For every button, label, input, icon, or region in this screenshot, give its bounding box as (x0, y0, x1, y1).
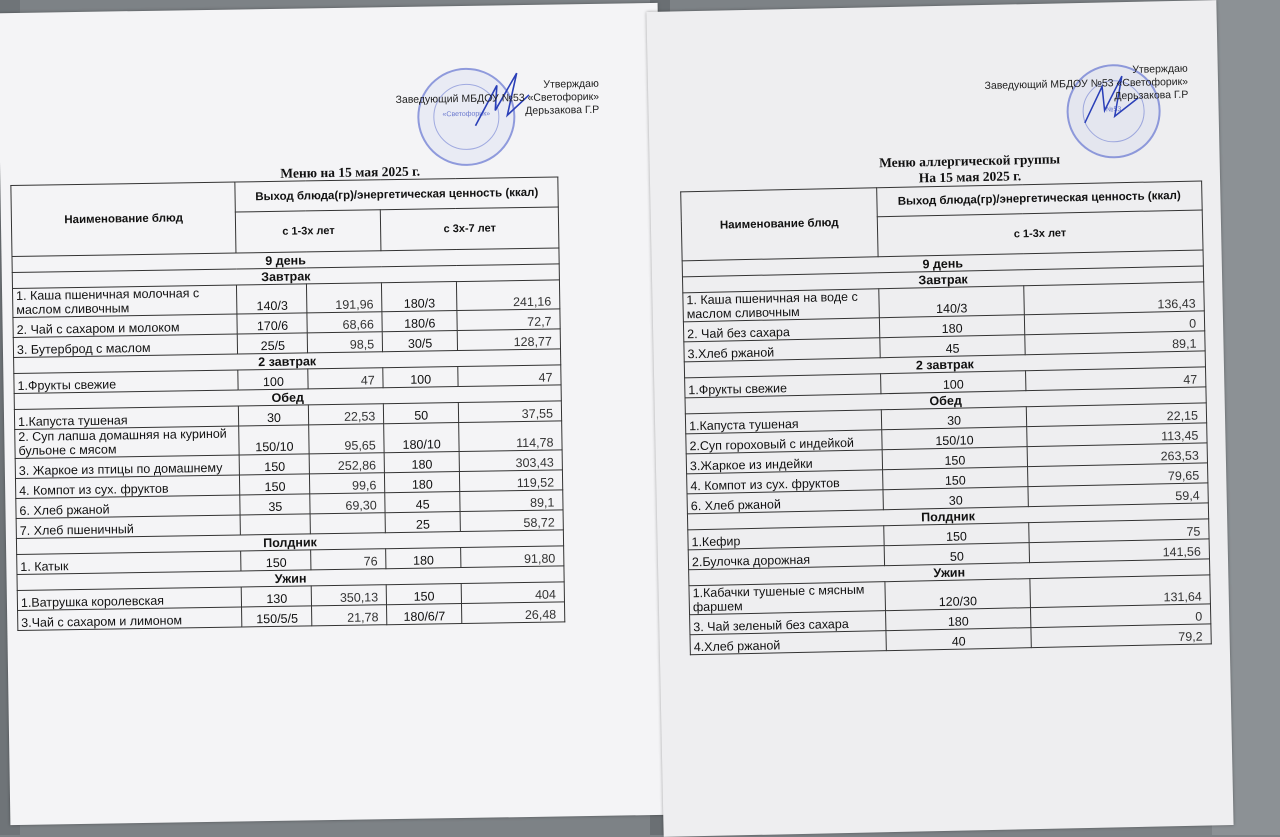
page-title-line: На 15 мая 2025 г. (918, 168, 1022, 186)
kcal-1-3: 47 (1026, 367, 1206, 391)
section-title: Полдник (687, 503, 1208, 530)
kcal-1-3: 69,30 (310, 493, 385, 514)
kcal-1-3: 95,65 (309, 424, 384, 454)
portion-3-7: 25 (385, 512, 460, 533)
dish-name: 1.Фрукты свежие (685, 374, 881, 398)
column-header-dish: Наименование блюд (11, 182, 237, 257)
kcal-1-3: 22,53 (309, 404, 384, 425)
dish-name: 3. Бутерброд с маслом (13, 334, 238, 358)
kcal-3-7: 91,80 (461, 546, 564, 568)
kcal-3-7: 47 (458, 365, 561, 387)
kcal-1-3: 252,86 (309, 453, 384, 474)
section-title: 2 завтрак (14, 349, 561, 374)
portion-1-3: 150/10 (239, 425, 309, 455)
portion-1-3: 130 (242, 586, 312, 607)
dish-name: 6. Хлеб ржаной (16, 495, 241, 519)
portion-1-3: 25/5 (238, 333, 308, 354)
section-title: Обед (14, 385, 561, 410)
kcal-1-3: 0 (1031, 604, 1211, 628)
dish-name: 1. Каша пшеничная на воде с маслом сливочным (683, 289, 879, 322)
dish-name: 6. Хлеб ржаной (687, 490, 883, 514)
portion-3-7: 180 (386, 548, 461, 569)
portion-1-3 (241, 514, 311, 535)
portion-1-3: 30 (881, 407, 1027, 430)
portion-1-3: 150 (241, 550, 311, 571)
portion-3-7: 180/6 (382, 311, 457, 332)
portion-3-7: 180/3 (382, 282, 457, 312)
kcal-1-3: 113,45 (1027, 423, 1207, 447)
portion-1-3: 140/3 (237, 284, 307, 314)
kcal-3-7: 404 (461, 582, 564, 604)
portion-1-3: 100 (880, 371, 1026, 394)
dish-name: 2.Булочка дорожная (688, 546, 884, 570)
portion-1-3: 35 (240, 494, 310, 515)
portion-1-3: 180 (885, 608, 1031, 631)
approval-line: Дерьзакова Г.Р (1114, 88, 1189, 103)
dish-name: 1. Катык (17, 551, 242, 575)
approval-block (299, 78, 600, 122)
dish-name: 1.Фрукты свежие (14, 370, 239, 394)
kcal-1-3: 75 (1029, 519, 1209, 543)
approval-line: Утверждаю (543, 77, 599, 91)
page-title-line: Меню аллергической группы (878, 151, 1061, 171)
portion-1-3: 180 (879, 315, 1025, 338)
dish-name: 1.Капуста тушеная (685, 410, 881, 434)
kcal-3-7: 128,77 (457, 329, 560, 351)
kcal-1-3: 191,96 (307, 283, 382, 313)
portion-1-3: 150/10 (881, 427, 1027, 450)
portion-1-3: 30 (239, 405, 309, 426)
dish-name: 4.Хлеб ржаной (690, 631, 886, 655)
section-title: 2 завтрак (684, 351, 1205, 378)
portion-3-7: 30/5 (382, 331, 457, 352)
section-title: Ужин (689, 559, 1210, 586)
kcal-3-7: 114,78 (459, 421, 562, 452)
portion-3-7: 180 (384, 452, 459, 473)
kcal-1-3: 263,53 (1027, 443, 1207, 467)
portion-1-3: 150 (883, 523, 1029, 546)
dish-name: 2. Чай с сахаром и молоком (13, 314, 238, 338)
approval-block (888, 63, 1189, 108)
kcal-1-3: 59,4 (1028, 483, 1208, 507)
column-header-dish: Наименование блюд (681, 188, 878, 261)
day-label: 9 день (12, 248, 559, 273)
dish-name: 3.Хлеб ржаной (684, 338, 880, 362)
portion-1-3: 120/30 (885, 579, 1031, 611)
approval-line: Заведующий МБДОУ №53 «Светофорик» (984, 75, 1189, 92)
portion-1-3: 40 (886, 628, 1032, 651)
portion-1-3: 150 (240, 454, 310, 475)
column-header-output: Выход блюда(гр)/энергетическая ценность (ккал) (235, 177, 558, 212)
kcal-1-3: 0 (1025, 311, 1205, 335)
portion-3-7: 180 (385, 472, 460, 493)
kcal-1-3: 141,56 (1029, 539, 1209, 563)
kcal-1-3: 136,43 (1024, 282, 1204, 315)
portion-3-7: 180/10 (384, 423, 459, 453)
kcal-1-3: 350,13 (312, 585, 387, 606)
kcal-1-3: 79,65 (1028, 463, 1208, 487)
portion-1-3: 30 (883, 487, 1029, 510)
dish-name: 1.Кабачки тушеные с мясным фаршем (689, 582, 885, 615)
portion-1-3: 150 (882, 447, 1028, 470)
kcal-1-3: 68,66 (307, 312, 382, 333)
portion-1-3: 100 (238, 369, 308, 390)
dish-name: 4. Компот из сух. фруктов (687, 470, 883, 494)
menu-sheet-allergy (646, 0, 1233, 837)
column-header-output: Выход блюда(гр)/энергетическая ценность (ккал) (876, 181, 1202, 217)
dish-name: 3. Чай зеленый без сахара (690, 611, 886, 635)
kcal-3-7: 72,7 (457, 309, 560, 331)
dish-name: 7. Хлеб пшеничный (16, 515, 241, 539)
column-header-age-1-3: с 1-3х лет (236, 210, 381, 253)
dish-name: 2. Суп лапша домашняя на куриной бульоне с мясом (15, 426, 240, 459)
portion-1-3: 45 (879, 335, 1025, 358)
dish-name: 3.Чай с сахаром и лимоном (18, 607, 243, 631)
kcal-1-3: 131,64 (1030, 575, 1210, 608)
section-title: Полдник (16, 530, 563, 555)
dish-name: 2. Чай без сахара (683, 318, 879, 342)
page-title: Меню на 15 мая 2025 г. (280, 163, 421, 181)
approval-line: Утверждаю (1132, 62, 1188, 76)
stamp-text: «Светофорик» (442, 110, 491, 119)
portion-1-3: 140/3 (878, 286, 1024, 318)
portion-1-3: 150 (240, 474, 310, 495)
portion-3-7: 100 (383, 367, 458, 388)
portion-1-3: 150/5/5 (242, 606, 312, 627)
kcal-1-3: 47 (308, 368, 383, 389)
menu-table-body (682, 250, 1211, 655)
kcal-3-7: 58,72 (460, 510, 563, 532)
column-header-age-3-7: с 3х-7 лет (381, 207, 559, 251)
kcal-3-7: 303,43 (459, 450, 562, 472)
kcal-3-7: 26,48 (462, 602, 565, 624)
kcal-1-3: 22,15 (1027, 403, 1207, 427)
menu-table (10, 176, 565, 631)
section-title: Ужин (17, 566, 564, 591)
approval-line: Заведующий МБДОУ №53 «Светофорик» (395, 90, 600, 106)
portion-1-3: 150 (882, 467, 1028, 490)
day-label: 9 день (682, 250, 1203, 277)
dish-name: 3.Жаркое из индейки (686, 450, 882, 474)
kcal-1-3: 98,5 (308, 332, 383, 353)
portion-3-7: 45 (385, 492, 460, 513)
dish-name: 2.Суп гороховый с индейкой (686, 430, 882, 454)
kcal-3-7: 89,1 (460, 490, 563, 512)
kcal-1-3: 79,2 (1031, 624, 1211, 648)
dish-name: 1.Кефир (688, 526, 884, 550)
approval-line: Дерьзакова Г.Р (525, 103, 600, 117)
column-header-age-1-3: с 1-3х лет (877, 210, 1203, 256)
kcal-3-7: 241,16 (457, 280, 560, 311)
menu-table (680, 180, 1212, 655)
dish-name: 4. Компот из сух. фруктов (15, 475, 240, 499)
kcal-1-3: 76 (311, 549, 386, 570)
menu-table-body (12, 248, 565, 631)
kcal-1-3: 99,6 (310, 473, 385, 494)
portion-3-7: 50 (384, 403, 459, 424)
kcal-3-7: 119,52 (460, 470, 563, 492)
portion-3-7: 180/6/7 (387, 604, 462, 625)
dish-name: 1. Каша пшеничная молочная с маслом сливочным (12, 285, 237, 318)
dish-name: 3. Жаркое из птицы по домашнему (15, 455, 240, 479)
kcal-3-7: 37,55 (458, 401, 561, 423)
dish-name: 1.Капуста тушеная (14, 406, 239, 430)
portion-3-7: 150 (386, 584, 461, 605)
kcal-1-3 (310, 513, 385, 534)
dish-name: 1.Ватрушка королевская (17, 587, 242, 611)
kcal-1-3: 21,78 (312, 605, 387, 626)
stamp-text: №53 (1105, 105, 1122, 114)
menu-sheet-general (0, 3, 670, 825)
section-title: Обед (685, 387, 1206, 414)
portion-1-3: 170/6 (237, 313, 307, 334)
section-title: Завтрак (12, 264, 559, 289)
kcal-1-3: 89,1 (1025, 331, 1205, 355)
portion-1-3: 50 (884, 543, 1030, 566)
section-title: Завтрак (682, 266, 1203, 293)
